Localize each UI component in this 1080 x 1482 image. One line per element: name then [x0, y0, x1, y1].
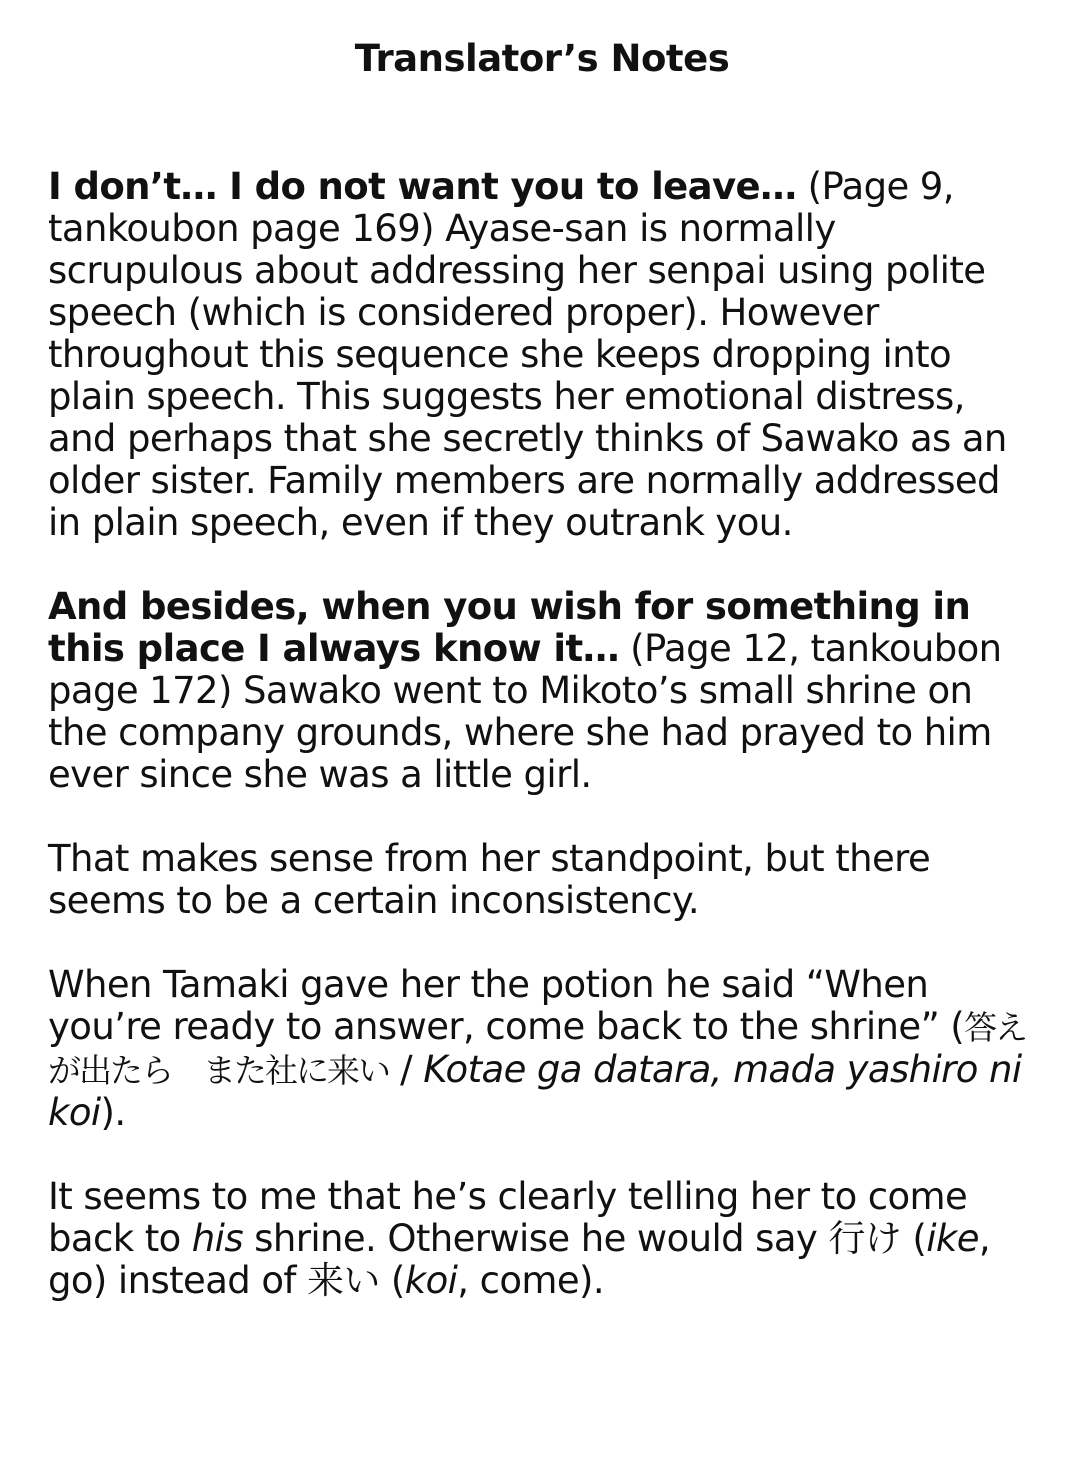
paragraph-3: That makes sense from her standpoint, but there seems to be a certain inconsistency. — [48, 837, 931, 922]
paragraph-4-before: When Tamaki gave her the potion he said “When you’re ready to answer, come back to the shrine” ( — [48, 963, 965, 1048]
note-2-text: (Page 12, tankoubon page 172) Sawako went to Mikoto’s small shrine on the company grounds, where she had prayed to him ever since she was a little girl. — [48, 627, 1002, 796]
paragraph-5 — [48, 1176, 1036, 1302]
paragraph-5-part1: It seems to me that he’s clearly telling her to come back to — [48, 1175, 968, 1260]
paragraph-5-his: his — [191, 1217, 244, 1260]
note-2-term: And besides, when you wish for something in this place I always know it… — [48, 585, 971, 670]
note-1 — [48, 166, 1036, 544]
paragraph-4-slash: / — [389, 1048, 424, 1091]
paragraph-4-after: ). — [100, 1091, 126, 1134]
paragraph-5-part4: , come). — [457, 1259, 605, 1302]
paragraph-4 — [48, 964, 1036, 1134]
paragraph-5-ike: ike — [926, 1217, 979, 1260]
note-1-text: (Page 9, tankoubon page 169) Ayase-san is normally scrupulous about addressing her senpai using polite speech (which is considered proper). However throughout this sequence she keeps dropping into plain speech. This suggests her emotional distress, and perhaps that she secretly thinks of Sawako as an older sister. Family members are normally addressed in plain speech, even if they outrank you. — [48, 165, 1007, 544]
page-title: Translator’s Notes — [354, 37, 730, 80]
note-1-term: I don’t… I do not want you to leave… — [48, 165, 797, 208]
paragraph-4-romaji: Kotae ga datara, mada yashiro ni koi — [48, 1048, 1022, 1134]
paragraph-5-part3: , go) instead of 来い ( — [48, 1217, 991, 1302]
note-2 — [48, 586, 1036, 796]
paragraph-5-part2: shrine. Otherwise he would say 行け ( — [243, 1217, 927, 1260]
paragraph-5-koi: koi — [404, 1259, 458, 1302]
paragraph-4-japanese: 答えが出たら また社に来い — [48, 1008, 1027, 1090]
